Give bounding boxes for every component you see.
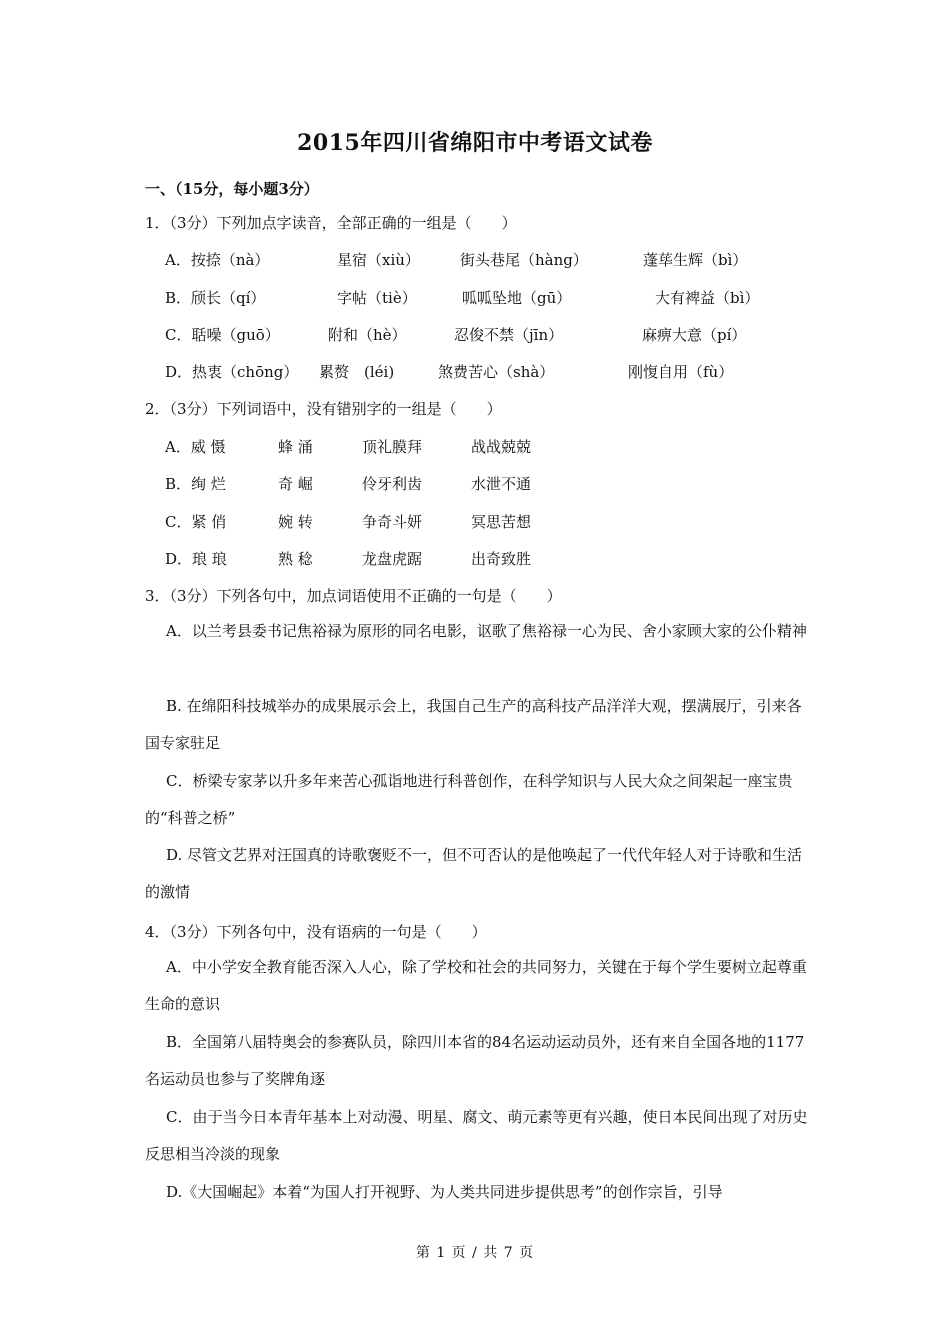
q2-option-b-3: 伶牙利齿 xyxy=(362,475,423,493)
q1-option-d-1: D．热衷（chōng） xyxy=(165,363,299,381)
q1-option-d-4: 刚愎自用（fù） xyxy=(628,363,734,381)
section-heading: 一、（15分，每小题3分） xyxy=(145,180,319,198)
q2-option-d-3: 龙盘虎踞 xyxy=(362,550,423,568)
q2-option-a-2: 蜂 涌 xyxy=(278,438,313,456)
q2-option-d-2: 熟 稔 xyxy=(278,550,313,568)
q1-option-c-2: 附和（hè） xyxy=(328,326,407,344)
q3-option-b: B. 在绵阳科技城举办的成果展示会上，我国自己生产的高科技产品洋洋大观，摆满展厅，引来各国专家驻足 xyxy=(145,697,802,752)
q1-option-c-4: 麻痹大意（pí） xyxy=(642,326,747,344)
q2-option-d-1: D．琅 琅 xyxy=(165,550,227,568)
q1-option-b-1: B．颀长（qí） xyxy=(165,289,266,307)
q1-option-b-4: 大有裨益（bì） xyxy=(655,289,760,307)
q2-option-c-3: 争奇斗妍 xyxy=(362,513,423,531)
page-title: 2015年四川省绵阳市中考语文试卷 xyxy=(297,130,653,156)
q2-option-c-1: C．紧 俏 xyxy=(165,513,227,531)
q2-option-b-1: B．绚 烂 xyxy=(165,475,226,493)
q2-option-c-4: 冥思苦想 xyxy=(471,513,532,531)
q1-option-b-2: 字帖（tiè） xyxy=(337,289,417,307)
q4-option-c: C．由于当今日本青年基本上对动漫、明星、腐文、萌元素等更有兴趣，使日本民间出现了对历史反思相当冷淡的现象 xyxy=(145,1108,808,1163)
page-footer: 第 1 页 / 共 7 页 xyxy=(415,1245,535,1261)
q2-option-b-2: 奇 崛 xyxy=(278,475,313,493)
q1-option-d-3: 煞费苦心（shà） xyxy=(438,363,555,381)
question-4-stem: 4．（3分）下列各句中，没有语病的一句是（ ） xyxy=(145,923,487,941)
q2-option-a-3: 顶礼膜拜 xyxy=(362,438,423,456)
q2-option-a-4: 战战兢兢 xyxy=(471,438,532,456)
q3-option-d: D. 尽管文艺界对汪国真的诗歌褒贬不一，但不可否认的是他唤起了一代代年轻人对于诗歌和生活的激情 xyxy=(145,846,803,901)
q1-option-d-2: 累赘 (léi) xyxy=(319,363,395,381)
question-1-stem: 1．（3分）下列加点字读音，全部正确的一组是（ ） xyxy=(145,214,517,232)
q4-option-d: D.《大国崛起》本着“为国人打开视野、为人类共同进步提供思考”的创作宗旨，引导 xyxy=(166,1183,723,1201)
question-3-stem: 3．（3分）下列各句中，加点词语使用不正确的一句是（ ） xyxy=(145,587,562,605)
q4-option-b: B．全国第八届特奥会的参赛队员，除四川本省的84名运动运动员外，还有来自全国各地的1177名运动员也参与了奖牌角逐 xyxy=(145,1033,805,1088)
q2-option-a-1: A．威 慑 xyxy=(165,438,226,456)
question-2-stem: 2．（3分）下列词语中，没有错别字的一组是（ ） xyxy=(145,400,502,418)
q2-option-c-2: 婉 转 xyxy=(278,513,313,531)
q3-option-c: C．桥梁专家茅以升多年来苦心孤诣地进行科普创作，在科学知识与人民大众之间架起一座宝贵的“科普之桥” xyxy=(145,772,793,827)
q1-option-b-3: 呱呱坠地（gū） xyxy=(462,289,572,307)
q1-option-a-3: 街头巷尾（hàng） xyxy=(460,251,588,269)
q1-option-c-1: C．聒噪（guō） xyxy=(165,326,280,344)
q3-option-a: A．以兰考县委书记焦裕禄为原形的同名电影，讴歌了焦裕禄一心为民、舍小家顾大家的公仆精神 xyxy=(166,622,807,640)
q2-option-b-4: 水泄不通 xyxy=(471,475,532,493)
q1-option-c-3: 忍俊不禁（jīn） xyxy=(454,326,564,344)
q4-option-a: A．中小学安全教育能否深入人心，除了学校和社会的共同努力，关键在于每个学生要树立起尊重生命的意识 xyxy=(145,958,807,1013)
q1-option-a-4: 蓬荜生辉（bì） xyxy=(643,251,748,269)
q2-option-d-4: 出奇致胜 xyxy=(471,550,532,568)
q1-option-a-2: 星宿（xiù） xyxy=(337,251,420,269)
q1-option-a-1: A．按捺（nà） xyxy=(165,251,270,269)
